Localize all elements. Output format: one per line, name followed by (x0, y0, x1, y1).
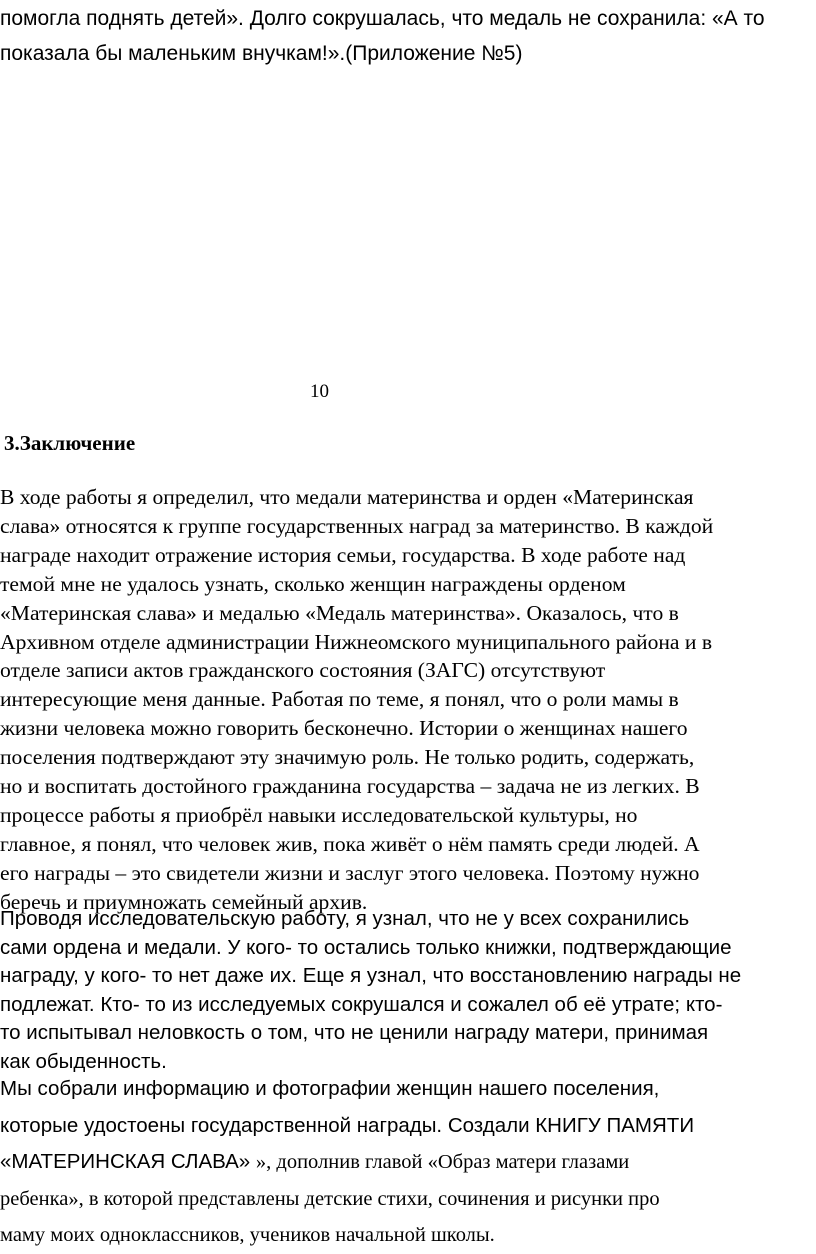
section-heading: 3.Заключение (4, 431, 136, 455)
text-line: как обыденность. (0, 1049, 167, 1073)
text-line: В ходе работы я определил, что медали материнства и орден «Материнская (0, 485, 694, 509)
text-line: подлежат. Кто- то из исследуемых сокрушался и сожалел об её утрате; кто- (0, 992, 723, 1016)
text-line: процессе работы я приобрёл навыки исследовательской культуры, но (0, 802, 638, 827)
text-line: показала бы маленьким внучкам!».(Приложение №5) (0, 42, 523, 65)
text-fragment: », дополнив главой «Образ матери глазами (255, 1151, 630, 1173)
text-line: поселения подтверждают эту значимую роль. Не только родить, содержать, (0, 745, 695, 770)
text-line (0, 1144, 816, 1181)
text-line: Мы собрали информацию и фотографии женщин нашего поселения, (0, 1077, 660, 1100)
text-line: его награды – это свидетели жизни и заслуг этого человека. Поэтому нужно (0, 860, 700, 885)
text-line: маму моих одноклассников, учеников начальной школы. (0, 1224, 495, 1246)
text-line: слава» относятся к группе государственных наград за материнство. В каждой (0, 513, 714, 538)
book-title-text: «МАТЕРИНСКАЯ СЛАВА» (0, 1150, 256, 1173)
text-line: награде находит отражение история семьи, государства. В ходе работе над (0, 542, 686, 567)
text-line: которые удостоены государственной награды. Создали КНИГУ ПАМЯТИ (0, 1113, 695, 1137)
text-line: беречь и приумножать семейный архив. (0, 889, 368, 914)
text-line: Проводя исследовательскую работу, я узнал, что не у всех сохранились (0, 907, 690, 930)
text-line: то испытывал неловкость о том, что не ценили награду матери, принимая (0, 1021, 709, 1045)
text-line: интересующие меня данные. Работая по теме, я понял, что о роли мамы в (0, 687, 679, 712)
conclusion-paragraph-3 (0, 1071, 816, 1254)
text-line: награду, у кого- то нет даже их. Еще я узнал, что восстановлению награды не (0, 964, 742, 988)
text-line: темой мне не удалось узнать, сколько женщин награждены орденом (0, 571, 626, 596)
text-line: помогла поднять детей». Долго сокрушалась, что медаль не сохранила: «А то (0, 7, 765, 30)
page-number: 10 (310, 381, 329, 402)
text-line: ребенка», в которой представлены детские стихи, сочинения и рисунки про (0, 1187, 660, 1210)
text-line: жизни человека можно говорить бесконечно. Истории о женщинах нашего (0, 716, 688, 741)
conclusion-paragraph-2 (0, 905, 816, 1077)
conclusion-paragraph-1 (0, 483, 816, 917)
top-paragraph (0, 1, 816, 71)
text-line: Архивном отделе администрации Нижнеомского муниципального района и в (0, 629, 713, 654)
text-line: главное, я понял, что человек жив, пока живёт о нём память среди людей. А (0, 831, 700, 856)
text-line: отделе записи актов гражданского состояния (ЗАГС) отсутствуют (0, 658, 606, 683)
text-line: сами ордена и медали. У кого- то остались только книжки, подтверждающие (0, 935, 732, 959)
text-line: «Материнская слава» и медалью «Медаль материнства». Оказалось, что в (0, 600, 679, 625)
text-line: но и воспитать достойного гражданина государства – задача не из легких. В (0, 774, 700, 799)
